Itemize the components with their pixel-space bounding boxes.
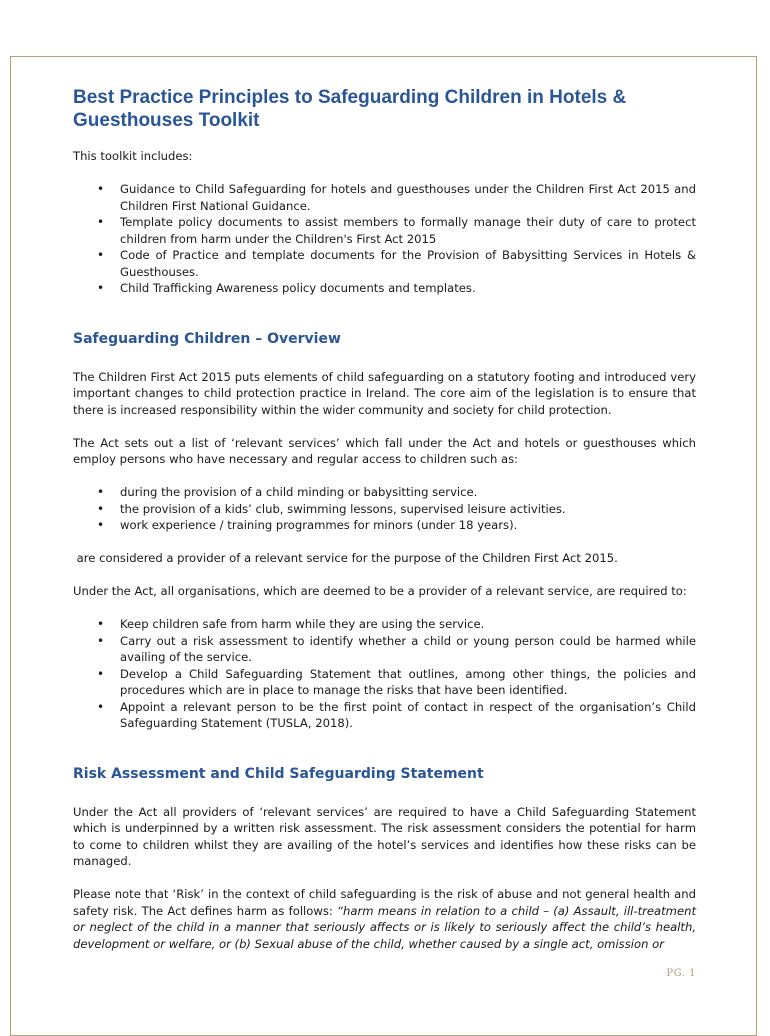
- list-item: • Template policy documents to assist members to formally manage their duty of care to protect children from harm under the Children's First Act 2015: [73, 214, 696, 247]
- overview-heading: Safeguarding Children – Overview: [73, 330, 341, 347]
- risk-heading: Risk Assessment and Child Safeguarding Statement: [73, 765, 484, 782]
- document-body: [73, 86, 696, 952]
- harm-definition-quote: “harm means in relation to a child – (a) Assault, ill-treatment or neglect of the child in a manner that seriously affects or is likely to seriously affect the child’s health, development or welfare, or (b) Sexual abuse of the child, whether caused by a single act, omission or: [73, 903, 696, 951]
- intro-text: This toolkit includes:: [73, 149, 193, 163]
- overview-paragraph-4: Under the Act, all organisations, which are deemed to be a provider of a relevant service, are required to:: [73, 584, 687, 598]
- list-item: • Carry out a risk assessment to identify whether a child or young person could be harmed while availing of the service.: [73, 633, 696, 666]
- overview-paragraph-1: The Children First Act 2015 puts elements of child safeguarding on a statutory footing and introduced very important changes to child protection practice in Ireland. The core aim of the legislation is to ensure that there is increased responsibility within the wider community and society for child protection.: [73, 369, 696, 417]
- services-list: [73, 484, 696, 534]
- risk-paragraph-2: [73, 886, 696, 952]
- list-item: • Keep children safe from harm while they are using the service.: [73, 616, 696, 633]
- page-number: PG. 1: [666, 968, 696, 979]
- risk-paragraph-2-text: Please note that ‘Risk’ in the context of child safeguarding is the risk of abuse and not general health and safety risk. The Act defines harm as follows:: [73, 887, 696, 918]
- list-item: • Child Trafficking Awareness policy documents and templates.: [73, 280, 696, 297]
- list-item: • work experience / training programmes for minors (under 18 years).: [73, 517, 696, 534]
- risk-paragraph-1: Under the Act all providers of ‘relevant services’ are required to have a Child Safeguarding Statement which is underpinned by a written risk assessment. The risk assessment considers the potential for harm to come to children whilst they are availing of the hotel’s services and identifies how these risks can be managed.: [73, 804, 696, 868]
- toolkit-list: [73, 181, 696, 297]
- list-item: • the provision of a kids’ club, swimming lessons, supervised leisure activities.: [73, 501, 696, 518]
- list-item: • Develop a Child Safeguarding Statement that outlines, among other things, the policies and procedures which are in place to manage the risks that have been identified.: [73, 666, 696, 699]
- list-item: • during the provision of a child minding or babysitting service.: [73, 484, 696, 501]
- requirements-list: [73, 616, 696, 732]
- list-item: • Code of Practice and template documents for the Provision of Babysitting Services in Hotels & Guesthouses.: [73, 247, 696, 280]
- list-item: • Appoint a relevant person to be the first point of contact in respect of the organisation’s Child Safeguarding Statement (TUSLA, 2018).: [73, 699, 696, 732]
- document-title: Best Practice Principles to Safeguarding Children in Hotels & Guesthouses Toolkit: [73, 87, 627, 131]
- overview-paragraph-3: are considered a provider of a relevant service for the purpose of the Children First Act 2015.: [73, 551, 618, 565]
- list-item: • Guidance to Child Safeguarding for hotels and guesthouses under the Children First Act 2015 and Children First National Guidance.: [73, 181, 696, 214]
- overview-paragraph-2: The Act sets out a list of ‘relevant services’ which fall under the Act and hotels or guesthouses which employ persons who have necessary and regular access to children such as:: [73, 435, 696, 466]
